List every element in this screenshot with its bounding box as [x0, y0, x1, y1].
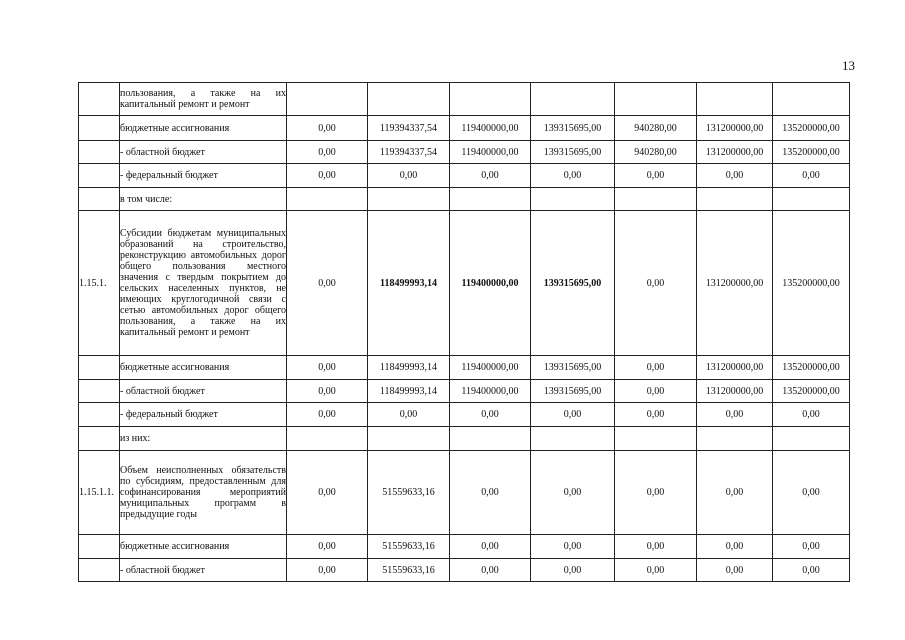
value-cell — [450, 83, 531, 116]
value-cell: 0,00 — [773, 403, 850, 427]
value-cell: 0,00 — [531, 451, 615, 535]
value-cell: 118499993,14 — [368, 356, 450, 380]
row-label: Субсидии бюджетам муниципальных образований на строительство, реконструкцию автомобильных дорог общего пользования местного значения с твердым покрытием до сельских населенных пунктов, не имеющих круглогодичной связи с сетью автомобильных дорог общего пользования, а также на их капитальный ремонт и ремонт — [120, 211, 287, 356]
value-cell: 135200000,00 — [773, 356, 850, 380]
table-row — [79, 451, 850, 535]
value-cell: 0,00 — [287, 211, 368, 356]
value-cell: 0,00 — [450, 535, 531, 559]
row-number: 1.15.1. — [79, 211, 120, 356]
value-cell — [531, 427, 615, 451]
value-cell — [773, 188, 850, 211]
value-cell: 0,00 — [615, 535, 697, 559]
value-cell: 119400000,00 — [450, 141, 531, 164]
value-cell: 0,00 — [287, 141, 368, 164]
value-cell: 0,00 — [368, 403, 450, 427]
value-cell: 0,00 — [531, 403, 615, 427]
row-label: - федеральный бюджет — [120, 164, 287, 188]
value-cell: 0,00 — [287, 559, 368, 582]
value-cell: 118499993,14 — [368, 211, 450, 356]
value-cell: 119400000,00 — [450, 380, 531, 403]
value-cell — [368, 83, 450, 116]
budget-table — [78, 82, 850, 582]
value-cell: 0,00 — [615, 559, 697, 582]
row-label: - областной бюджет — [120, 559, 287, 582]
value-cell: 0,00 — [773, 451, 850, 535]
value-cell — [531, 83, 615, 116]
value-cell: 0,00 — [773, 559, 850, 582]
value-cell: 0,00 — [773, 535, 850, 559]
value-cell: 0,00 — [615, 380, 697, 403]
value-cell: 0,00 — [697, 535, 773, 559]
value-cell — [287, 427, 368, 451]
value-cell: 0,00 — [531, 164, 615, 188]
row-label: пользования, а также на их капитальный ремонт и ремонт — [120, 83, 287, 116]
value-cell: 0,00 — [287, 403, 368, 427]
value-cell: 0,00 — [615, 451, 697, 535]
value-cell — [287, 188, 368, 211]
value-cell: 131200000,00 — [697, 116, 773, 141]
value-cell — [697, 188, 773, 211]
table-row — [79, 535, 850, 559]
table-row — [79, 380, 850, 403]
value-cell: 135200000,00 — [773, 116, 850, 141]
table-row — [79, 116, 850, 141]
value-cell: 119400000,00 — [450, 356, 531, 380]
row-label: - областной бюджет — [120, 141, 287, 164]
value-cell: 139315695,00 — [531, 356, 615, 380]
table-row — [79, 141, 850, 164]
value-cell: 131200000,00 — [697, 380, 773, 403]
value-cell: 118499993,14 — [368, 380, 450, 403]
row-label: из них: — [120, 427, 287, 451]
row-label: в том числе: — [120, 188, 287, 211]
value-cell: 139315695,00 — [531, 211, 615, 356]
value-cell: 139315695,00 — [531, 141, 615, 164]
row-number — [79, 380, 120, 403]
value-cell — [450, 427, 531, 451]
row-number — [79, 83, 120, 116]
value-cell — [450, 188, 531, 211]
value-cell: 0,00 — [287, 380, 368, 403]
row-label: - областной бюджет — [120, 380, 287, 403]
value-cell: 135200000,00 — [773, 141, 850, 164]
value-cell — [368, 427, 450, 451]
value-cell — [615, 188, 697, 211]
value-cell: 0,00 — [450, 451, 531, 535]
value-cell: 139315695,00 — [531, 116, 615, 141]
value-cell — [368, 188, 450, 211]
value-cell: 0,00 — [615, 403, 697, 427]
row-label: - федеральный бюджет — [120, 403, 287, 427]
value-cell: 0,00 — [450, 403, 531, 427]
row-label: Объем неисполненных обязательств по субсидиям, предоставленным для софинансирования мероприятий муниципальных программ в предыдущие годы — [120, 451, 287, 535]
table-row — [79, 559, 850, 582]
value-cell: 51559633,16 — [368, 535, 450, 559]
row-number — [79, 164, 120, 188]
value-cell — [697, 427, 773, 451]
value-cell: 0,00 — [368, 164, 450, 188]
value-cell: 0,00 — [450, 164, 531, 188]
table-row — [79, 356, 850, 380]
page-number: 13 — [842, 58, 855, 73]
table-row — [79, 403, 850, 427]
value-cell: 940280,00 — [615, 116, 697, 141]
row-label: бюджетные ассигнования — [120, 116, 287, 141]
value-cell: 0,00 — [697, 164, 773, 188]
row-label: бюджетные ассигнования — [120, 535, 287, 559]
table-row — [79, 427, 850, 451]
value-cell: 135200000,00 — [773, 380, 850, 403]
row-number — [79, 535, 120, 559]
row-label: бюджетные ассигнования — [120, 356, 287, 380]
value-cell: 119400000,00 — [450, 211, 531, 356]
value-cell: 0,00 — [287, 356, 368, 380]
value-cell — [615, 427, 697, 451]
value-cell: 0,00 — [615, 211, 697, 356]
value-cell: 131200000,00 — [697, 356, 773, 380]
value-cell: 135200000,00 — [773, 211, 850, 356]
value-cell: 0,00 — [531, 559, 615, 582]
value-cell: 119400000,00 — [450, 116, 531, 141]
table-row — [79, 211, 850, 356]
value-cell: 131200000,00 — [697, 211, 773, 356]
value-cell: 0,00 — [697, 451, 773, 535]
row-number — [79, 116, 120, 141]
value-cell: 0,00 — [697, 559, 773, 582]
value-cell: 0,00 — [615, 164, 697, 188]
value-cell: 0,00 — [287, 164, 368, 188]
value-cell — [697, 83, 773, 116]
value-cell: 0,00 — [450, 559, 531, 582]
table-row — [79, 188, 850, 211]
value-cell: 0,00 — [287, 116, 368, 141]
value-cell: 119394337,54 — [368, 141, 450, 164]
table-row — [79, 164, 850, 188]
row-number — [79, 356, 120, 380]
value-cell — [615, 83, 697, 116]
value-cell — [287, 83, 368, 116]
value-cell: 51559633,16 — [368, 559, 450, 582]
value-cell: 0,00 — [697, 403, 773, 427]
value-cell: 0,00 — [615, 356, 697, 380]
value-cell: 139315695,00 — [531, 380, 615, 403]
value-cell: 940280,00 — [615, 141, 697, 164]
value-cell: 0,00 — [287, 451, 368, 535]
row-number — [79, 188, 120, 211]
row-number — [79, 141, 120, 164]
value-cell — [773, 83, 850, 116]
value-cell — [531, 188, 615, 211]
row-number — [79, 427, 120, 451]
value-cell: 131200000,00 — [697, 141, 773, 164]
value-cell: 0,00 — [287, 535, 368, 559]
value-cell: 0,00 — [773, 164, 850, 188]
value-cell — [773, 427, 850, 451]
row-number: 1.15.1.1. — [79, 451, 120, 535]
value-cell: 51559633,16 — [368, 451, 450, 535]
row-number — [79, 403, 120, 427]
value-cell: 119394337,54 — [368, 116, 450, 141]
row-number — [79, 559, 120, 582]
value-cell: 0,00 — [531, 535, 615, 559]
table-row — [79, 83, 850, 116]
